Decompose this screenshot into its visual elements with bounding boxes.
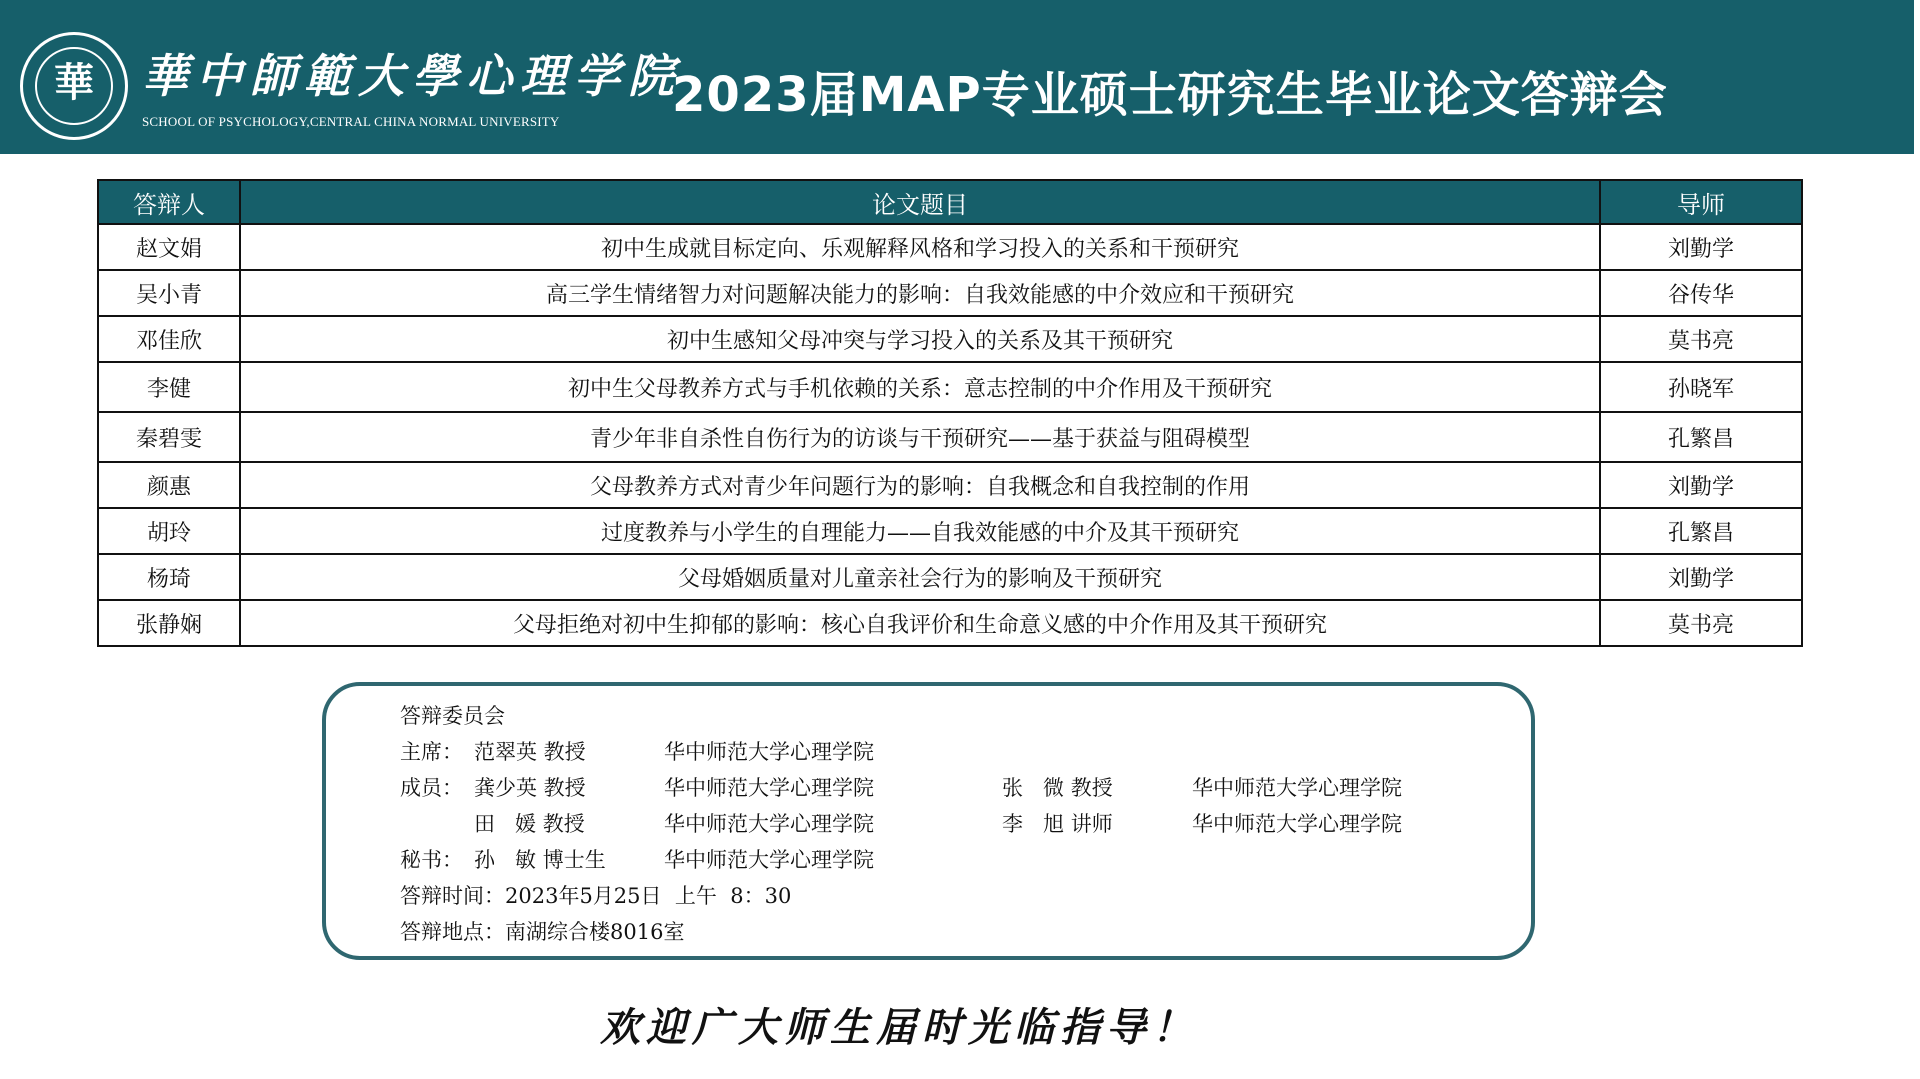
table-row: [98, 316, 1802, 362]
banner-edge: [1914, 0, 1920, 154]
table-header-row: [98, 180, 1802, 224]
thesis-title: 初中生父母教养方式与手机依赖的关系：意志控制的中介作用及干预研究: [240, 362, 1600, 412]
table-row: [98, 462, 1802, 508]
page-title: 2023届MAP专业硕士研究生毕业论文答辩会: [672, 67, 1668, 123]
logo-inner-ring: [35, 47, 113, 125]
table-row: [98, 412, 1802, 462]
committee-box: [322, 682, 1535, 960]
table-row: [98, 554, 1802, 600]
header-advisor: 导师: [1600, 180, 1802, 224]
advisor-name: 孙晓军: [1600, 362, 1802, 412]
member-name: 龚少英 教授: [474, 776, 586, 800]
thesis-title: 青少年非自杀性自伤行为的访谈与干预研究——基于获益与阻碍模型: [240, 412, 1600, 462]
members-label: 成员：: [400, 776, 463, 800]
candidate-name: 胡玲: [98, 508, 240, 554]
defense-table: [97, 179, 1803, 647]
advisor-name: 刘勤学: [1600, 462, 1802, 508]
thesis-title: 初中生成就目标定向、乐观解释风格和学习投入的关系和干预研究: [240, 224, 1600, 270]
advisor-name: 谷传华: [1600, 270, 1802, 316]
welcome-message: 欢迎广大师生届时光临指导！: [600, 1004, 1198, 1051]
advisor-name: 莫书亮: [1600, 316, 1802, 362]
thesis-title: 父母教养方式对青少年问题行为的影响：自我概念和自我控制的作用: [240, 462, 1600, 508]
logo-glyph: 華: [54, 59, 94, 106]
table-row: [98, 362, 1802, 412]
member-name: 张 微 教授: [1002, 776, 1113, 800]
thesis-title: 初中生感知父母冲突与学习投入的关系及其干预研究: [240, 316, 1600, 362]
header-candidate: 答辩人: [98, 180, 240, 224]
candidate-name: 颜惠: [98, 462, 240, 508]
member-org: 华中师范大学心理学院: [1192, 812, 1402, 836]
advisor-name: 刘勤学: [1600, 224, 1802, 270]
header-thesis-title: 论文题目: [240, 180, 1600, 224]
chair-label: 主席：: [400, 740, 463, 764]
defense-place: 答辩地点：南湖综合楼8016室: [400, 920, 685, 944]
chair-org: 华中师范大学心理学院: [664, 740, 874, 764]
table-row: [98, 600, 1802, 646]
header-banner: [0, 0, 1920, 154]
candidate-name: 杨琦: [98, 554, 240, 600]
table-row: [98, 508, 1802, 554]
advisor-name: 刘勤学: [1600, 554, 1802, 600]
candidate-name: 李健: [98, 362, 240, 412]
thesis-title: 过度教养与小学生的自理能力——自我效能感的中介及其干预研究: [240, 508, 1600, 554]
secretary-org: 华中师范大学心理学院: [664, 848, 874, 872]
table-row: [98, 270, 1802, 316]
advisor-name: 孔繁昌: [1600, 412, 1802, 462]
thesis-title: 父母婚姻质量对儿童亲社会行为的影响及干预研究: [240, 554, 1600, 600]
member-name: 田 媛 教授: [474, 812, 585, 836]
thesis-title: 高三学生情绪智力对问题解决能力的影响：自我效能感的中介效应和干预研究: [240, 270, 1600, 316]
school-name-cn: 華中師範大學心理学院: [142, 49, 682, 103]
chair-name: 范翠英 教授: [474, 740, 586, 764]
member-org: 华中师范大学心理学院: [664, 812, 874, 836]
secretary-name: 孙 敏 博士生: [474, 848, 606, 872]
candidate-name: 赵文娟: [98, 224, 240, 270]
defense-time: 答辩时间：2023年5月25日 上午 8：30: [400, 884, 792, 908]
member-org: 华中师范大学心理学院: [1192, 776, 1402, 800]
member-name: 李 旭 讲师: [1002, 812, 1113, 836]
candidate-name: 秦碧雯: [98, 412, 240, 462]
thesis-title: 父母拒绝对初中生抑郁的影响：核心自我评价和生命意义感的中介作用及其干预研究: [240, 600, 1600, 646]
table-row: [98, 224, 1802, 270]
member-org: 华中师范大学心理学院: [664, 776, 874, 800]
advisor-name: 孔繁昌: [1600, 508, 1802, 554]
secretary-label: 秘书：: [400, 848, 463, 872]
candidate-name: 邓佳欣: [98, 316, 240, 362]
university-logo: [20, 32, 128, 140]
candidate-name: 张静娴: [98, 600, 240, 646]
committee-heading: 答辩委员会: [400, 704, 505, 728]
school-name-en: SCHOOL OF PSYCHOLOGY,CENTRAL CHINA NORMAL UNIVERSITY: [142, 114, 560, 129]
advisor-name: 莫书亮: [1600, 600, 1802, 646]
candidate-name: 吴小青: [98, 270, 240, 316]
